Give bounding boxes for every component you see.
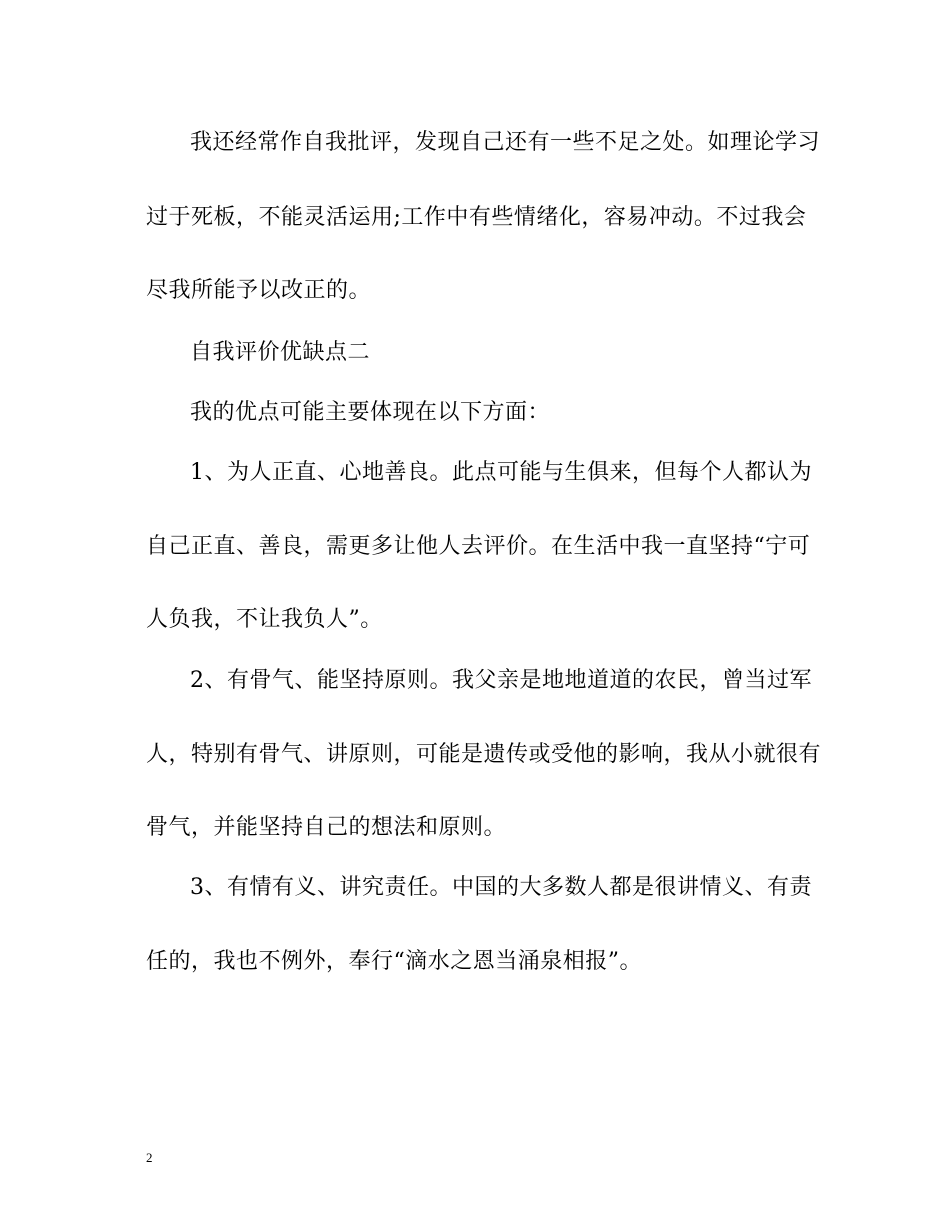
paragraph-line: 尽我所能予以改正的。 — [146, 278, 372, 303]
paragraph-line: 3、有情有义、讲究责任。中国的大多数人都是很讲情义、有责 — [190, 875, 812, 900]
paragraph-line: 骨气，并能坚持自己的想法和原则。 — [146, 815, 507, 840]
section-heading: 自我评价优缺点二 — [190, 340, 371, 365]
paragraph-line: 自己正直、善良，需更多让他人去评价。在生活中我一直坚持“宁可 — [146, 534, 811, 559]
paragraph-line: 我的优点可能主要体现在以下方面： — [190, 400, 551, 425]
paragraph-line: 过于死板，不能灵活运用;工作中有些情绪化，容易冲动。不过我会 — [146, 205, 807, 230]
paragraph-line: 任的，我也不例外，奉行“滴水之恩当涌泉相报”。 — [146, 949, 642, 974]
paragraph-line: 2、有骨气、能坚持原则。我父亲是地地道道的农民，曾当过军 — [190, 668, 812, 693]
paragraph-line: 人，特别有骨气、讲原则，可能是遗传或受他的影响，我从小就很有 — [146, 742, 822, 767]
paragraph-line: 1、为人正直、心地善良。此点可能与生俱来，但每个人都认为 — [190, 460, 812, 485]
paragraph-line: 我还经常作自我批评，发现自己还有一些不足之处。如理论学习 — [190, 130, 821, 155]
paragraph-line: 人负我，不让我负人”。 — [146, 607, 383, 632]
page-number: 2 — [146, 1150, 153, 1165]
